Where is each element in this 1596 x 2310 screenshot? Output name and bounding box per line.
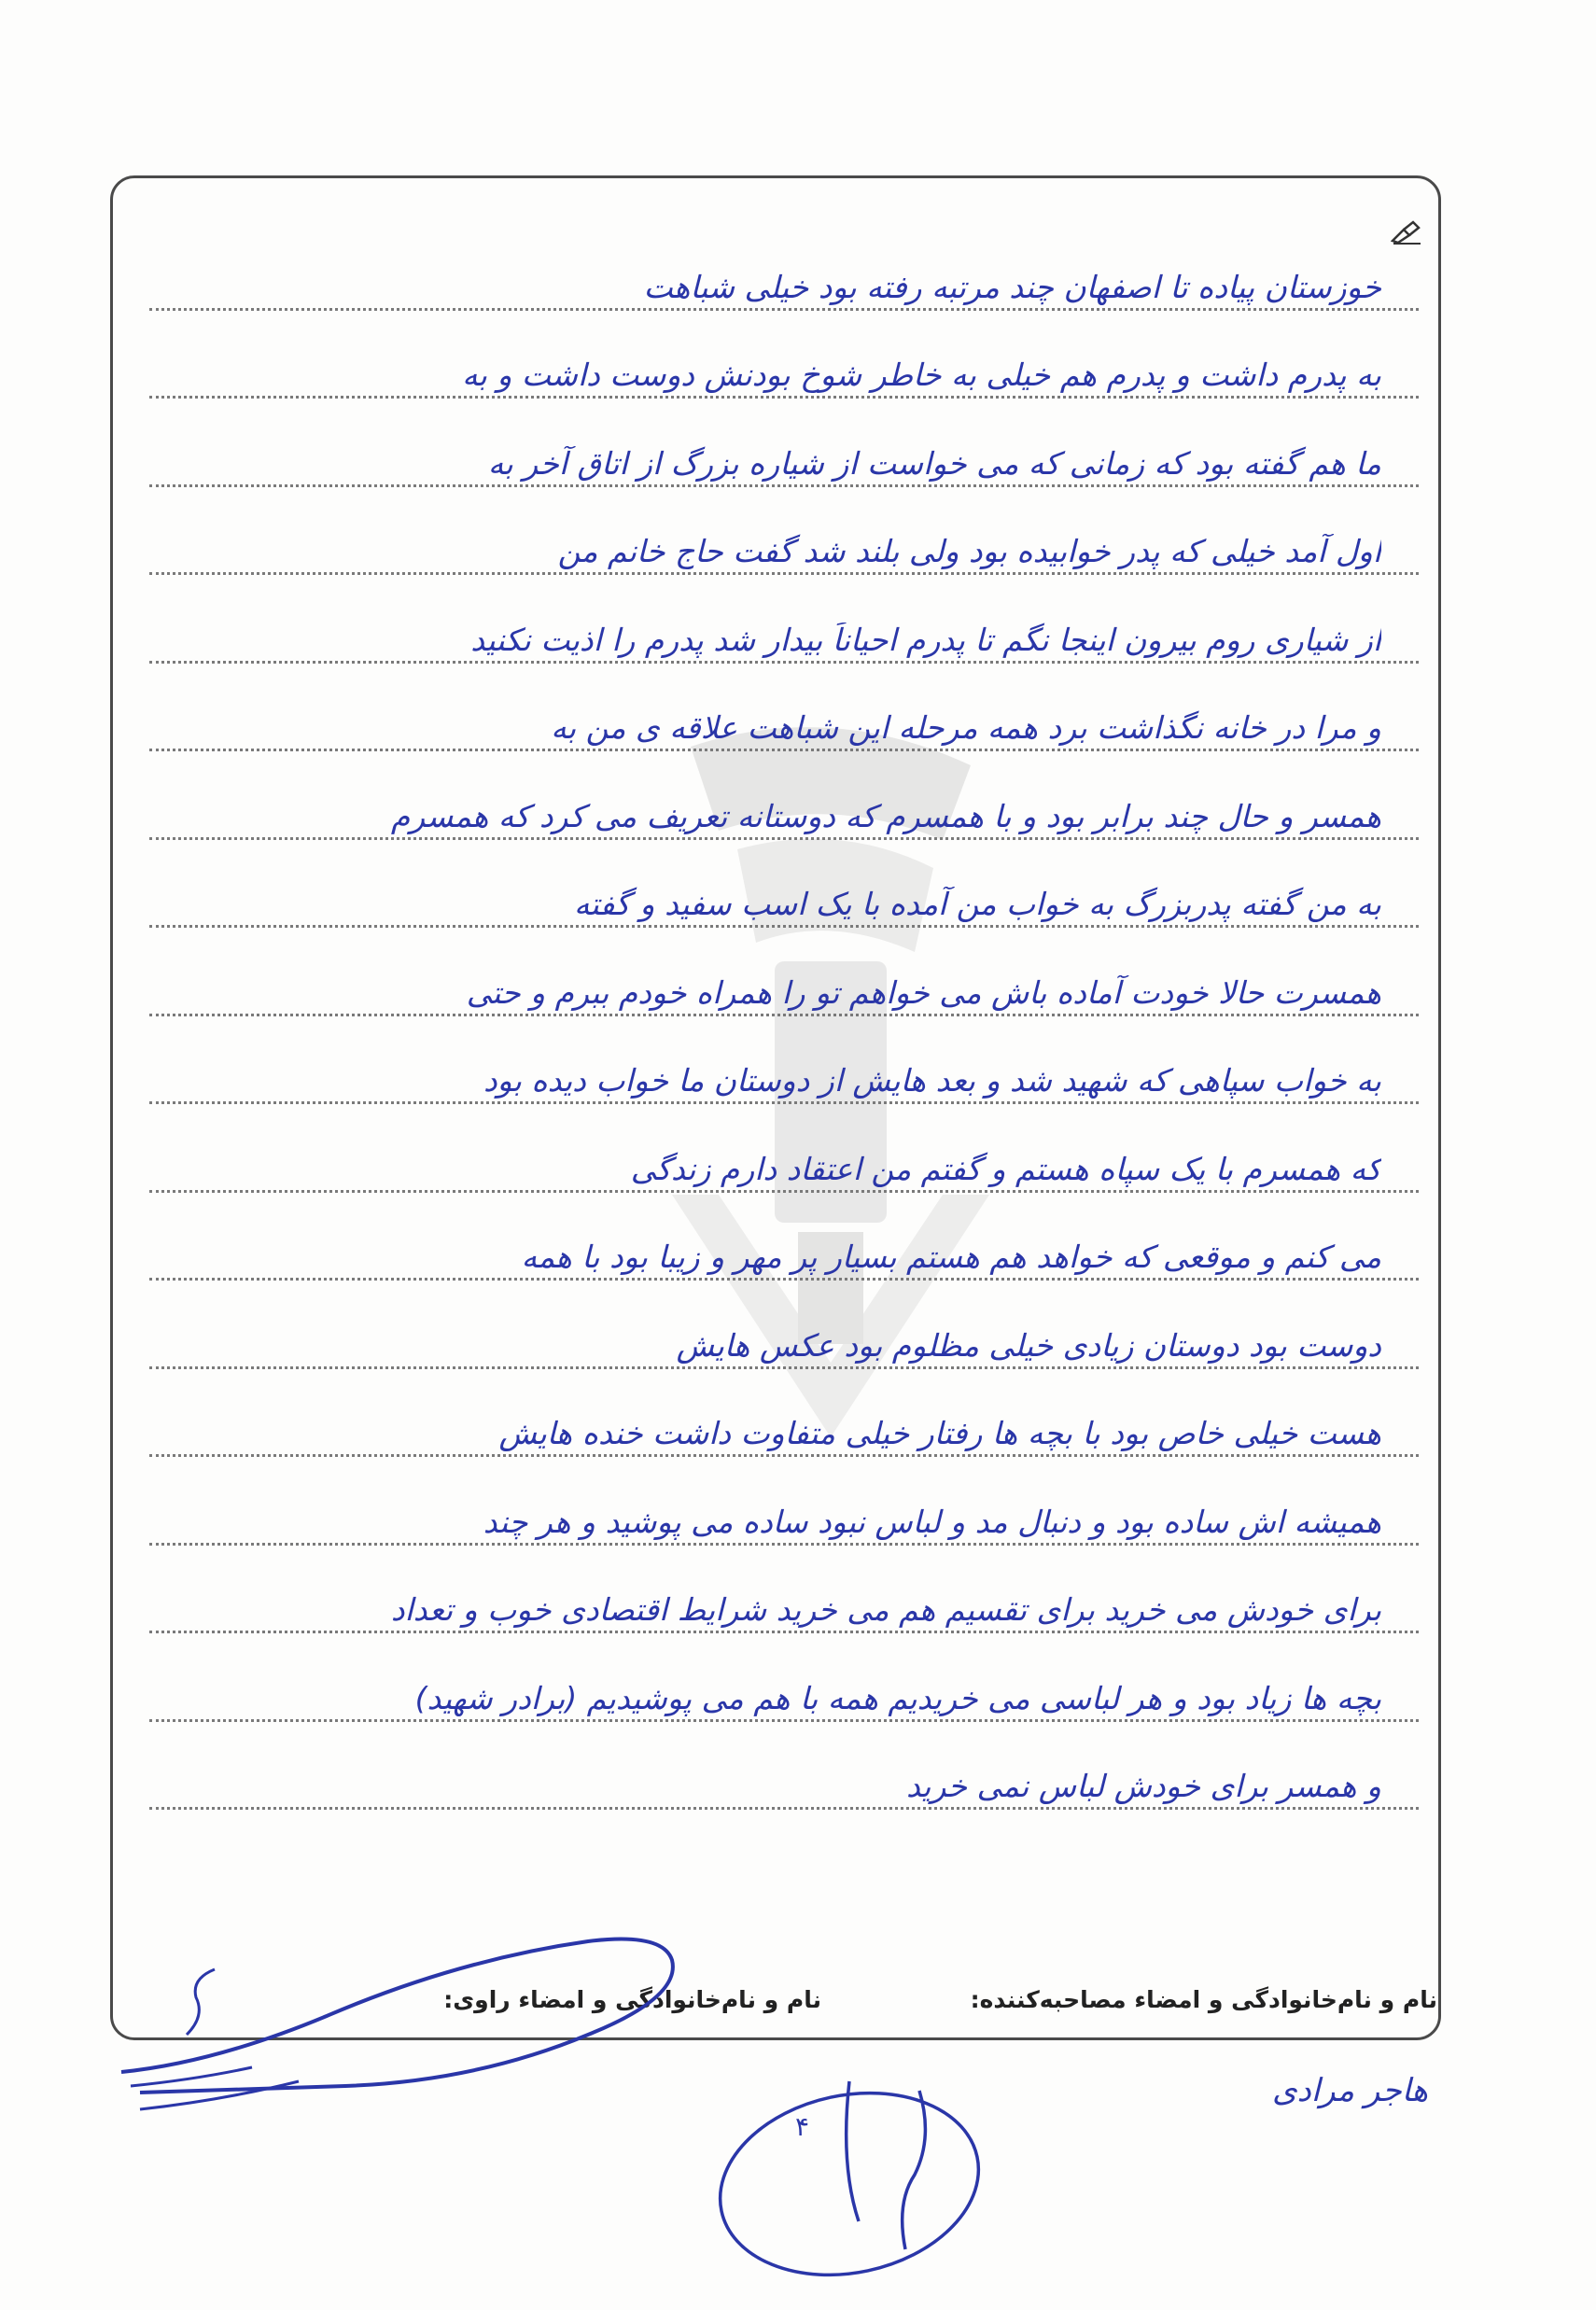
line-text: همیشه اش ساده بود و دنبال مد و لباس نبود ساده می پوشید و هر چند [483,1504,1381,1540]
interviewer-label: نام و نام‌خانوادگی و امضاء مصاحبه‌کننده: [970,1986,1437,2013]
line-text: خوزستان پیاده تا اصفهان چند مرتبه رفته بود خیلی شباهت [643,269,1381,305]
line-row [149,1282,1419,1371]
line-text: به پدرم داشت و پدرم هم خیلی به خاطر شوخ بودنش دوست داشت و به [462,357,1381,393]
line-text: همسرت حالا خودت آماده باش می خواهم تو را همراه خودم ببرم و حتی [466,974,1381,1011]
dotted-rule [149,484,1419,487]
line-text: اول آمد خیلی که پدر خوابیده بود ولی بلند شد گفت حاج خانم من [557,534,1381,569]
line-row [149,1635,1419,1724]
line-row [149,313,1419,401]
dotted-rule [149,1454,1419,1457]
line-row [149,1371,1419,1460]
line-text: از شیاری روم بیرون اینجا نگم تا پدرم احیاناً بیدار شد پدرم را اذیت نکنید [470,622,1381,658]
line-text: بچه ها زیاد بود و هر لباسی می خریدیم همه با هم می پوشیدیم (برادر شهید) [414,1680,1381,1716]
line-row [149,1724,1419,1813]
dotted-rule [149,308,1419,311]
line-text: برای خودش می خرید برای تقسیم هم می خرید شرایط اقتصادی خوب و تعداد [390,1592,1381,1628]
line-row [149,1106,1419,1195]
dotted-rule [149,1101,1419,1104]
dotted-rule [149,1190,1419,1193]
line-row [149,1018,1419,1107]
line-row [149,665,1419,754]
line-row [149,1547,1419,1636]
interviewer-name: هاجر مرادی [1271,2072,1428,2109]
dotted-rule [149,1543,1419,1546]
line-text: همسر و حال چند برابر بود و با همسرم که دوستانه تعریف می کرد که همسرم [390,798,1381,834]
dotted-rule [149,1366,1419,1369]
dotted-rule [149,1631,1419,1633]
line-row [149,930,1419,1018]
dotted-rule [149,396,1419,399]
line-text: به من گفته پدربزرگ به خواب من آمده با یک اسب سفید و گفته [573,887,1381,922]
line-row [149,1195,1419,1283]
handwritten-lines [149,224,1419,1812]
line-row [149,1459,1419,1547]
line-text: ما هم گفته بود که زمانی که می خواست از شیاره بزرگ از اتاق آخر به [487,445,1381,482]
dotted-rule [149,1807,1419,1810]
interviewer-signature [709,2063,989,2287]
line-text: هست خیلی خاص بود با بچه ها رفتار خیلی متفاوت داشت خنده هایش [498,1416,1381,1451]
narrator-label: نام و نام‌خانوادگی و امضاء راوی: [443,1986,821,2013]
dotted-rule [149,1278,1419,1281]
line-row [149,224,1419,313]
line-row [149,400,1419,489]
dotted-rule [149,925,1419,928]
line-text: و مرا در خانه نگذاشت برد همه مرحله این شباهت علاقه ی من به [551,710,1381,746]
line-text: به خواب سپاهی که شهید شد و بعد هایش از دوستان ما خواب دیده بود [483,1063,1381,1099]
dotted-rule [149,661,1419,664]
page-number: ۴ [795,2111,810,2142]
dotted-rule [149,1014,1419,1016]
dotted-rule [149,1719,1419,1722]
narrator-signature [103,1923,700,2128]
line-text: که همسرم با یک سپاه هستم و گفتم من اعتقاد دارم زندگی [630,1151,1381,1187]
line-text: دوست بود دوستان زیادی خیلی مظلوم بود عکس هایش [676,1327,1381,1364]
line-row [149,842,1419,931]
line-row [149,577,1419,665]
dotted-rule [149,749,1419,751]
dotted-rule [149,572,1419,575]
dotted-rule [149,837,1419,840]
line-row [149,489,1419,578]
line-row [149,753,1419,842]
line-text: می کنم و موقعی که خواهد هم هستم بسیار پر مهر و زیبا بود با همه [521,1239,1381,1275]
line-text: و همسر برای خودش لباس نمی خرید [905,1769,1381,1804]
